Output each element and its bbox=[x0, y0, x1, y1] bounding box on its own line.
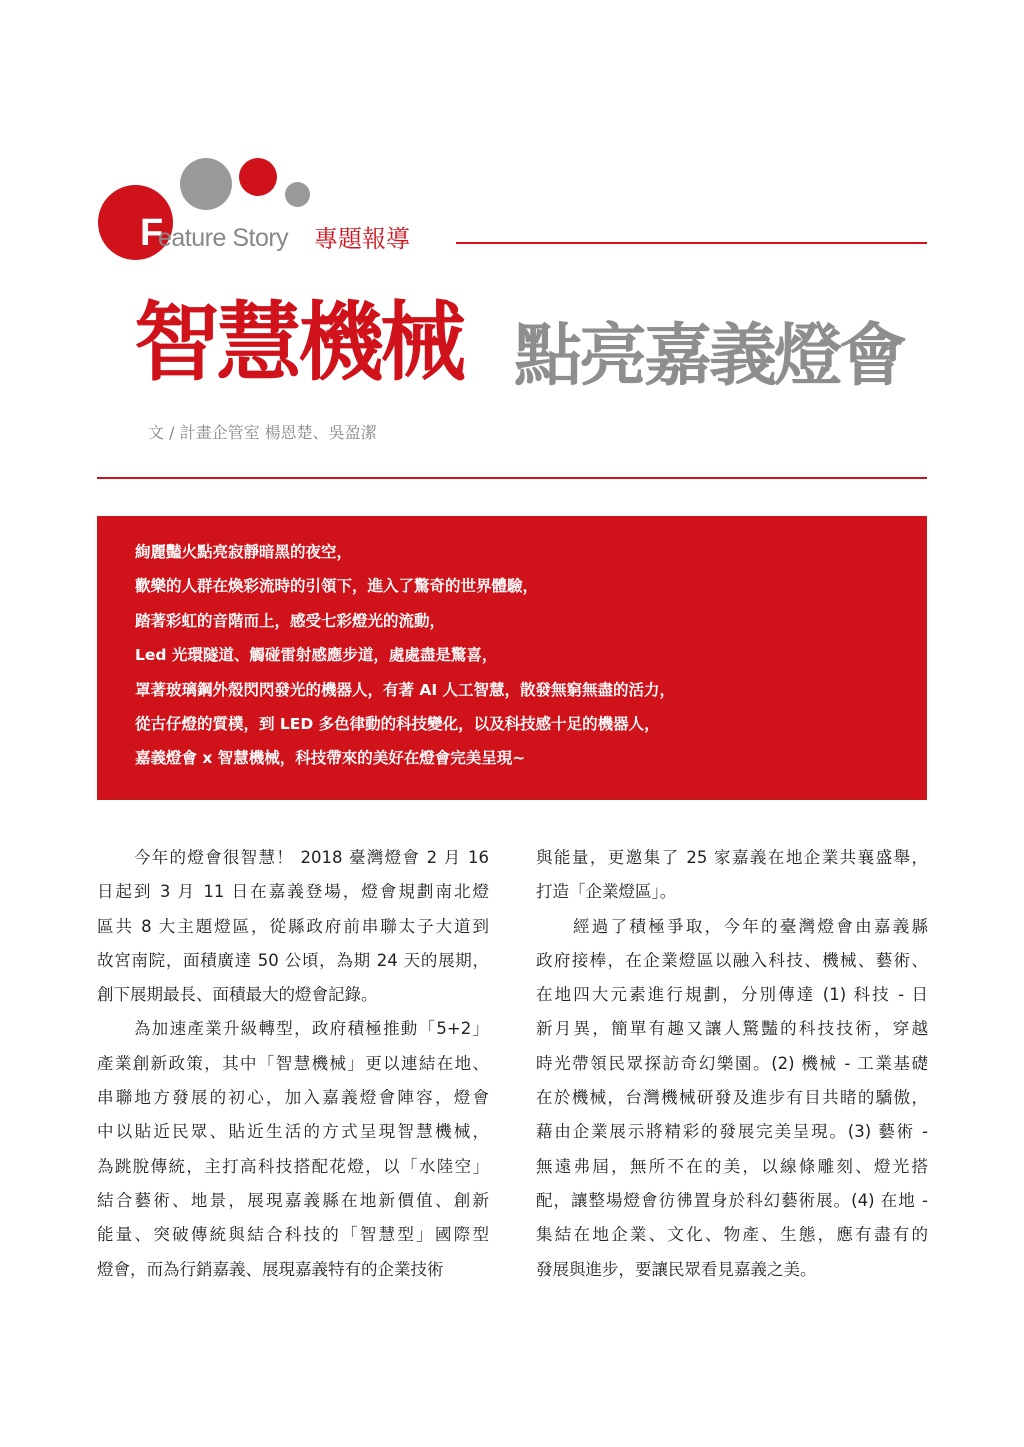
paragraph-line: 與能量，更邀集了 25 家嘉義在地企業共襄盛舉， bbox=[536, 848, 928, 867]
logo-circle-gray-small bbox=[285, 182, 310, 207]
paragraph-line: 打造「企業燈區」。 bbox=[536, 882, 677, 902]
paragraph-line: 配，讓整場燈會彷彿置身於科幻藝術展。(4) 在地 - bbox=[536, 1190, 928, 1210]
page-subtitle: 點亮嘉義燈會 bbox=[514, 316, 905, 396]
paragraph-line: 中以貼近民眾、貼近生活的方式呈現智慧機械， bbox=[97, 1122, 489, 1142]
paragraph-line: 故宮南院，面積廣達 50 公頃，為期 24 天的展期， bbox=[97, 950, 489, 970]
intro-line: Led 光環隧道、觸碰雷射感應步道，處處盡是驚喜， bbox=[135, 646, 498, 665]
paragraph-line: 藉由企業展示將精彩的發展完美呈現。(3) 藝術 - bbox=[536, 1122, 928, 1142]
paragraph-line: 今年的燈會很智慧！ 2018 臺灣燈會 2 月 16 bbox=[134, 848, 489, 867]
intro-line: 從古仔燈的質樸，到 LED 多色律動的科技變化，以及科技感十足的機器人， bbox=[135, 715, 660, 733]
header-divider bbox=[456, 242, 927, 244]
section-label-en: eature Story bbox=[158, 224, 289, 252]
logo-circle-gray bbox=[180, 158, 232, 210]
paragraph-line: 能量、突破傳統與結合科技的「智慧型」國際型 bbox=[97, 1225, 489, 1245]
intro-line: 嘉義燈會 x 智慧機械，科技帶來的美好在燈會完美呈現~ bbox=[135, 749, 526, 768]
paragraph-line: 經過了積極爭取，今年的臺灣燈會由嘉義縣 bbox=[573, 916, 928, 936]
intro-line: 歡樂的人群在煥彩流時的引領下，進入了驚奇的世界體驗， bbox=[135, 577, 539, 596]
paragraph-line: 政府接棒，在企業燈區以融入科技、機械、藝術、 bbox=[536, 950, 928, 970]
body-column-right bbox=[536, 844, 928, 1290]
paragraph-line: 時光帶領民眾探訪奇幻樂園。(2) 機械 - 工業基礎 bbox=[536, 1053, 928, 1073]
section-label-zh: 專題報導 bbox=[314, 225, 410, 253]
intro-line: 踏著彩虹的音階而上，感受七彩燈光的流動， bbox=[135, 611, 446, 630]
body-column-left bbox=[97, 844, 489, 1290]
page-title: 智慧機械 bbox=[134, 292, 462, 393]
paragraph-line: 為跳脫傳統，主打高科技搭配花燈，以「水陸空」 bbox=[97, 1156, 489, 1176]
paragraph-line: 無遠弗屆，無所不在的美，以線條雕刻、燈光搭 bbox=[536, 1156, 928, 1176]
paragraph-line: 串聯地方發展的初心，加入嘉義燈會陣容，燈會 bbox=[97, 1088, 489, 1108]
paragraph-line: 區共 8 大主題燈區，從縣政府前串聯太子大道到 bbox=[97, 916, 489, 936]
intro-box bbox=[97, 516, 927, 800]
paragraph-line: 燈會，而為行銷嘉義、展現嘉義特有的企業技術 bbox=[97, 1259, 444, 1279]
paragraph-line: 創下展期最長、面積最大的燈會記錄。 bbox=[97, 985, 378, 1005]
paragraph-line: 新月異，簡單有趣又讓人驚豔的科技技術，穿越 bbox=[536, 1019, 928, 1039]
logo-circle-red-small bbox=[239, 158, 277, 196]
paragraph-line: 在地四大元素進行規劃，分別傳達 (1) 科技 - 日 bbox=[536, 985, 928, 1005]
paragraph-line: 在於機械，台灣機械研發及進步有目共睹的驕傲， bbox=[536, 1088, 928, 1108]
logo-letter: F bbox=[140, 212, 164, 254]
paragraph-line: 發展與進步，要讓民眾看見嘉義之美。 bbox=[536, 1259, 817, 1279]
paragraph-line: 結合藝術、地景，展現嘉義縣在地新價值、創新 bbox=[97, 1190, 489, 1210]
byline: 文 / 計畫企管室 楊恩楚、吳盈潔 bbox=[148, 423, 377, 442]
paragraph-line: 產業創新政策，其中「智慧機械」更以連結在地、 bbox=[97, 1053, 489, 1073]
paragraph-line: 為加速產業升級轉型，政府積極推動「5+2」 bbox=[134, 1019, 489, 1039]
paragraph-line: 日起到 3 月 11 日在嘉義登場，燈會規劃南北燈 bbox=[97, 882, 489, 902]
intro-line: 罩著玻璃鋼外殼閃閃發光的機器人，有著 AI 人工智慧，散發無窮無盡的活力， bbox=[135, 680, 676, 699]
intro-line: 絢麗豔火點亮寂靜暗黑的夜空， bbox=[135, 543, 353, 561]
paragraph-line: 集結在地企業、文化、物產、生態，應有盡有的 bbox=[536, 1225, 928, 1245]
title-divider bbox=[97, 477, 927, 479]
